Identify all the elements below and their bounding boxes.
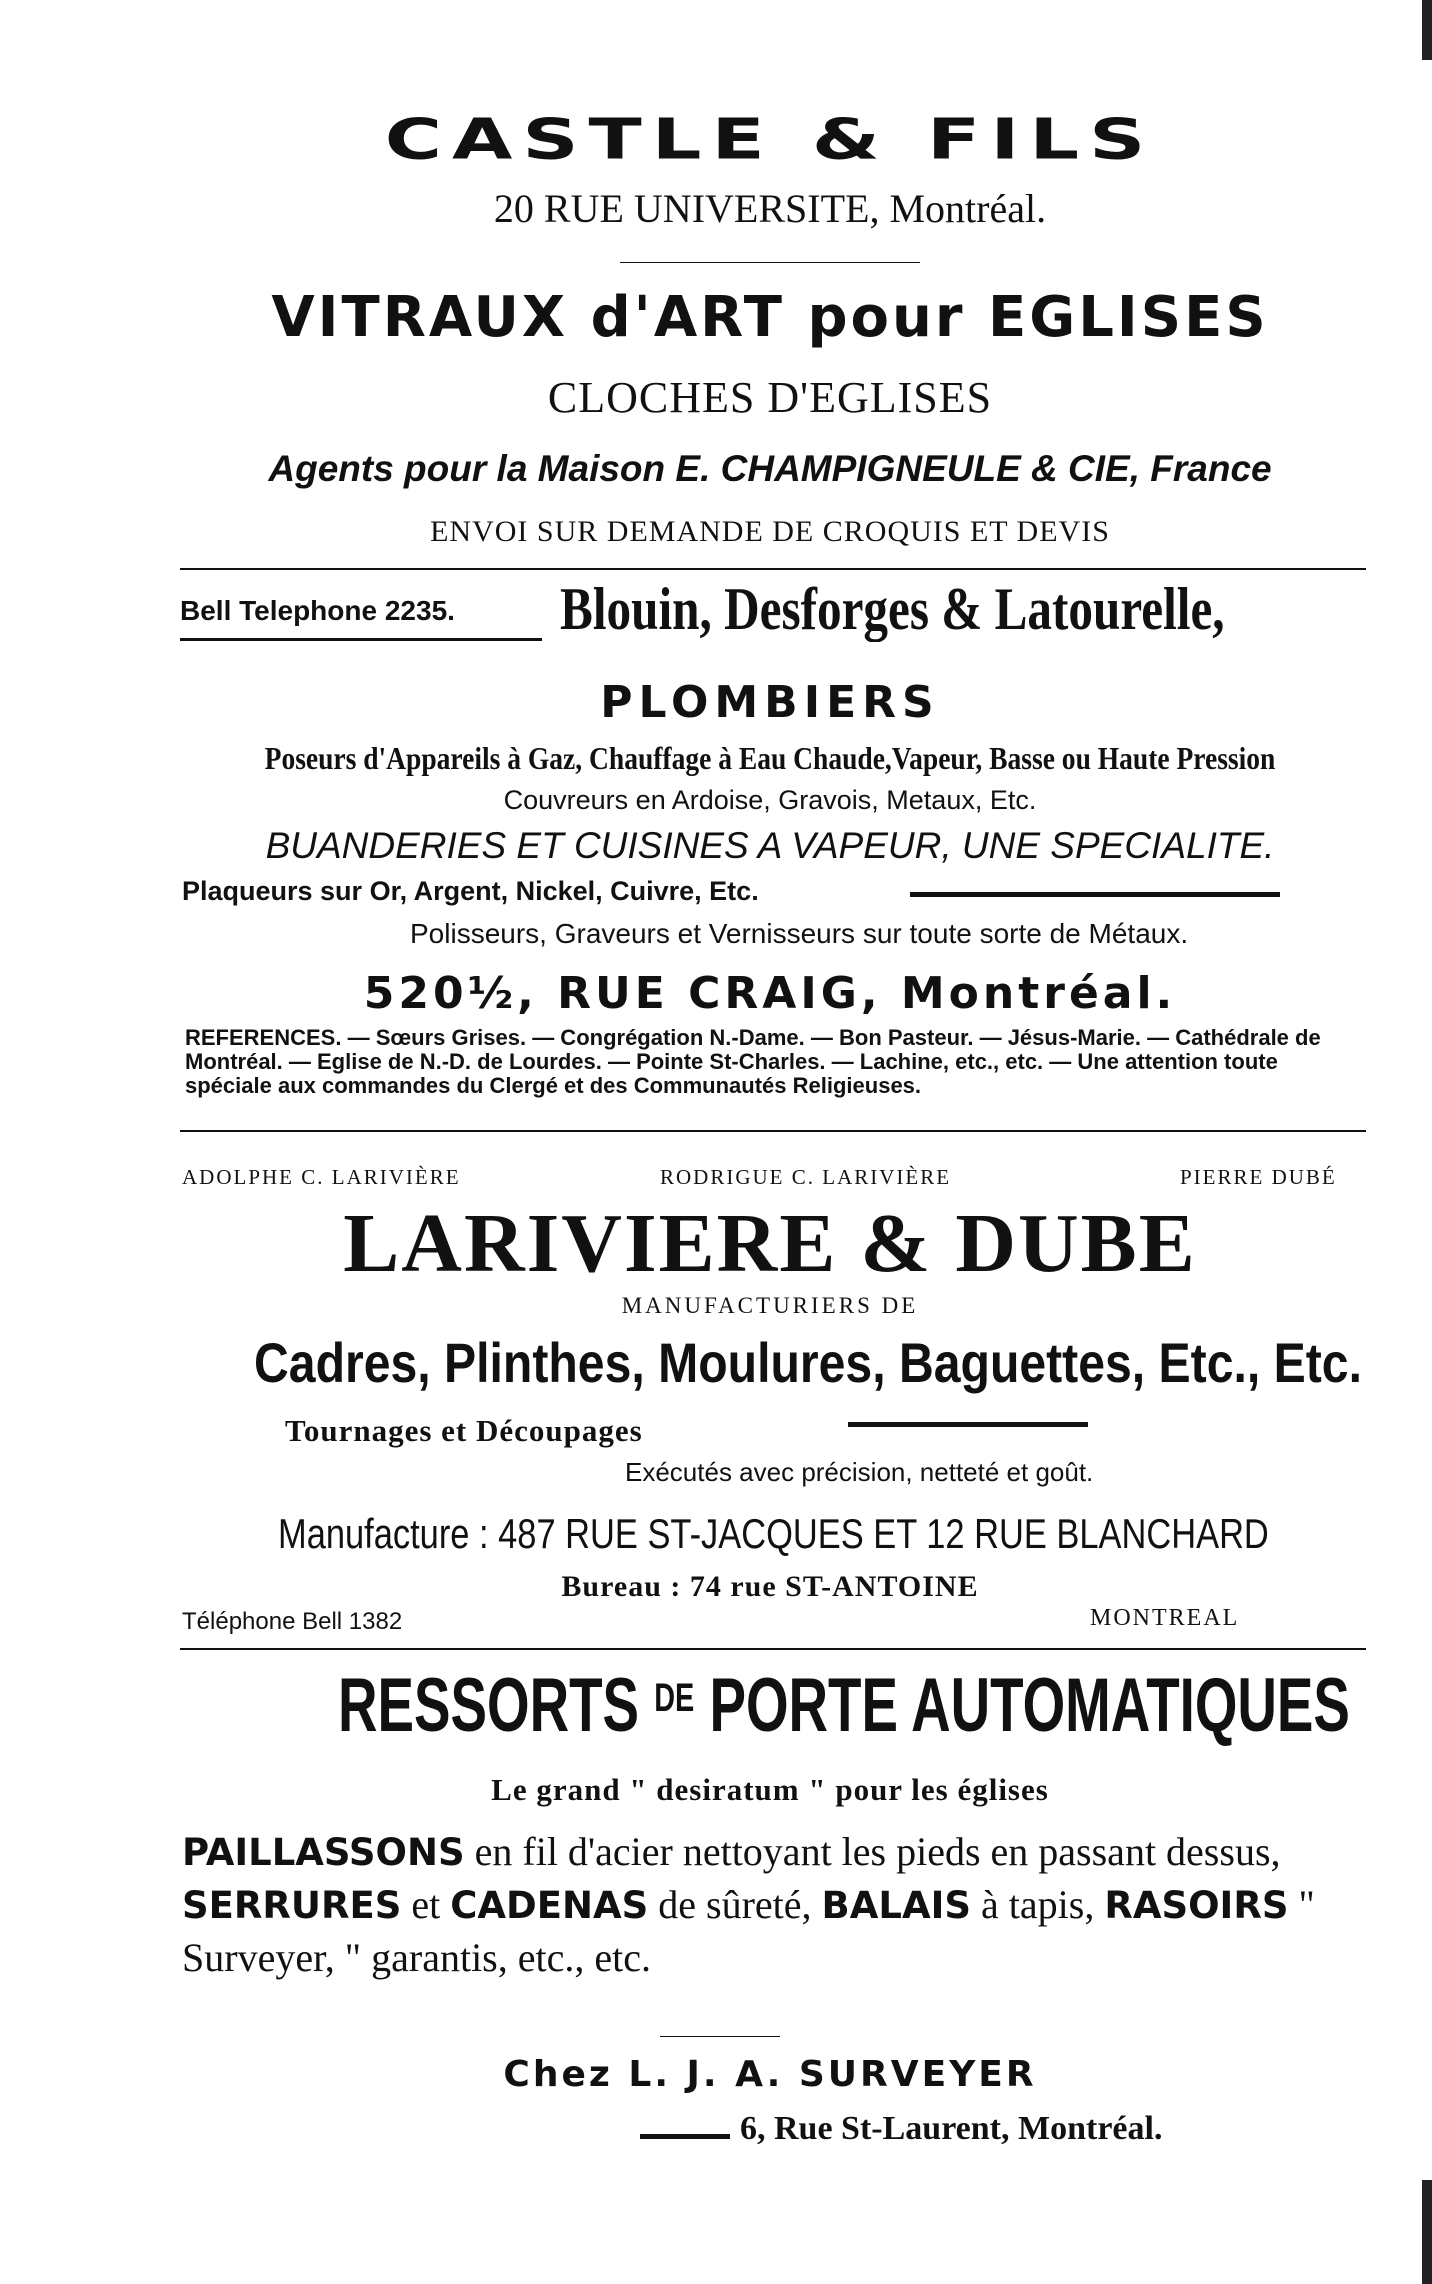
blouin-references: REFERENCES. — Sœurs Grises. — Congrégation N.-Dame. — Bon Pasteur. — Jésus-Marie. — Cathédrale de Montréal. — Eglise de N.-D. de Lourdes. — Pointe St-Charles. — Lachine, etc., etc. — Une attention toute spéciale aux commandes du Clergé et des Communautés Religieuses. [185, 1025, 1321, 1098]
lariviere-products: Cadres, Plinthes, Moulures, Baguettes, Etc., Etc. [254, 1331, 1362, 1394]
lariviere-bureau: Bureau : 74 rue ST-ANTOINE [561, 1570, 979, 1603]
divider [620, 262, 920, 263]
section-divider [180, 1648, 1366, 1650]
headline-left: RESSORTS [337, 1663, 640, 1748]
castle-subline: CLOCHES D'EGLISES [547, 373, 993, 422]
blouin-specialty: BUANDERIES ET CUISINES A VAPEUR, UNE SPECIALITE. [265, 825, 1275, 866]
lariviere-telephone: Téléphone Bell 1382 [182, 1608, 403, 1635]
surveyer-products [182, 1826, 1372, 1984]
blouin-address: 520½, RUE CRAIG, Montréal. [363, 968, 1177, 1019]
headline-de: DE [654, 1676, 695, 1720]
text-fragment: en fil d'acier nettoyant les pieds en passant dessus, [464, 1829, 1281, 1874]
surveyer-tagline: Le grand " desiratum " pour les églises [491, 1772, 1049, 1807]
lariviere-subtitle: MANUFACTURIERS DE [621, 1293, 919, 1318]
telephone-underline [180, 638, 542, 641]
castle-headline: VITRAUX d'ART pour EGLISES [271, 285, 1269, 350]
surveyer-headline [337, 1662, 1350, 1749]
blouin-telephone: Bell Telephone 2235. [180, 595, 455, 626]
castle-envoi: ENVOI SUR DEMANDE DE CROQUIS ET DEVIS [430, 515, 1110, 548]
lariviere-title: LARIVIERE & DUBE [343, 1197, 1197, 1290]
blouin-polisseurs: Polisseurs, Graveurs et Vernisseurs sur toute sorte de Métaux. [410, 918, 1189, 949]
section-divider [180, 568, 1366, 570]
text-fragment: à tapis, [971, 1882, 1105, 1927]
surveyer-chez: Chez L. J. A. SURVEYER [503, 2054, 1037, 2095]
partner-name: PIERRE DUBÉ [1180, 1165, 1337, 1189]
section-divider [180, 1130, 1366, 1132]
tournages-rule [848, 1422, 1088, 1427]
scan-edge-mark [1422, 0, 1432, 60]
product-balais: BALAIS [821, 1884, 972, 1927]
product-serrures: SERRURES [182, 1884, 402, 1927]
surveyer-address [640, 2110, 1162, 2148]
lariviere-tournages: Tournages et Découpages [285, 1413, 643, 1448]
partner-name: RODRIGUE C. LARIVIÈRE [660, 1165, 952, 1189]
text-fragment: et [401, 1882, 451, 1927]
castle-agents: Agents pour la Maison E. CHAMPIGNEULE & CIE, France [268, 448, 1272, 489]
divider [660, 2036, 780, 2037]
partner-name: ADOLPHE C. LARIVIÈRE [182, 1165, 461, 1189]
product-cadenas: CADENAS [450, 1884, 649, 1927]
scan-edge-mark [1422, 2180, 1432, 2284]
castle-address: 20 RUE UNIVERSITE, Montréal. [493, 186, 1047, 231]
blouin-trade: PLOMBIERS [600, 677, 940, 728]
lariviere-manufacture: Manufacture : 487 RUE ST-JACQUES ET 12 RUE BLANCHARD [278, 1510, 1269, 1557]
lariviere-city: MONTREAL [1090, 1605, 1240, 1631]
text-fragment: " Surveyer, " garantis, etc., etc. [182, 1882, 1315, 1980]
product-rasoirs: RASOIRS [1104, 1884, 1289, 1927]
lariviere-executes: Exécutés avec précision, netteté et goût. [625, 1457, 1094, 1487]
headline-right: PORTE AUTOMATIQUES [709, 1663, 1350, 1748]
text-fragment: de sûreté, [648, 1882, 822, 1927]
product-paillassons: PAILLASSONS [182, 1831, 465, 1874]
blouin-line1: Poseurs d'Appareils à Gaz, Chauffage à Eau Chaude,Vapeur, Basse ou Haute Pression [264, 740, 1276, 776]
blouin-name: Blouin, Desforges & Latourelle, [560, 576, 1225, 642]
plaqueurs-rule [910, 892, 1280, 897]
address-text: 6, Rue St-Laurent, Montréal. [740, 2110, 1163, 2147]
castle-title: CASTLE & FILS [384, 107, 1156, 173]
blouin-plaqueurs: Plaqueurs sur Or, Argent, Nickel, Cuivre, Etc. [182, 876, 759, 906]
blouin-line2: Couvreurs en Ardoise, Gravois, Metaux, Etc. [503, 785, 1037, 815]
